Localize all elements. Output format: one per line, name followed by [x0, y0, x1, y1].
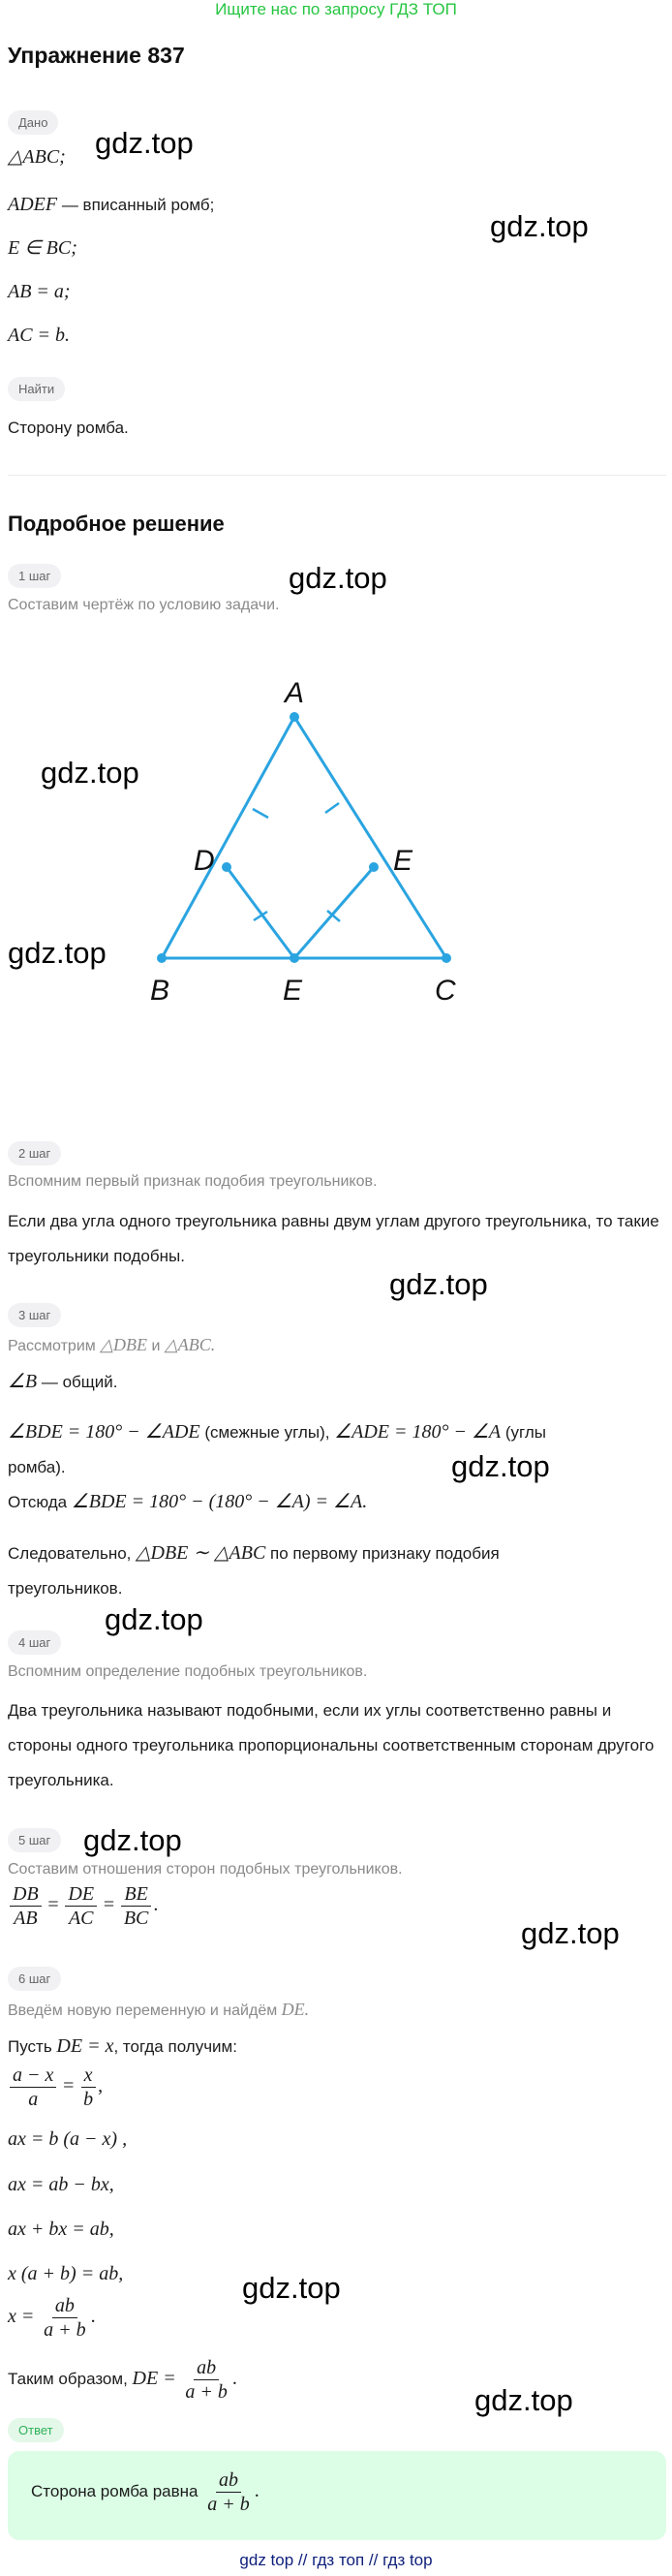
step6-line-1: Пусть DE = x, тогда получим: [8, 2035, 237, 2057]
point-d [222, 862, 231, 872]
watermark-10: gdz.top [521, 1916, 620, 1950]
step6-eq-5: x (a + b) = ab, [8, 2263, 124, 2284]
step1-tag: 1 шаг [8, 564, 61, 588]
label-e-bottom: E [283, 975, 303, 1007]
divider [8, 475, 666, 476]
step6-tag: 6 шаг [8, 1967, 61, 1991]
step3-line-2: ∠BDE = 180° − ∠ADE (смежные углы), ∠ADE = 180° − ∠A (углы ромба). [8, 1421, 546, 1476]
watermark-12: gdz.top [474, 2383, 573, 2417]
watermark-3: gdz.top [289, 561, 387, 595]
label-e-top: E [393, 845, 413, 877]
step5-tag: 5 шаг [8, 1828, 61, 1852]
point-e-bottom [290, 953, 299, 963]
given-line-2: ADEF — вписанный ромб; [8, 194, 215, 215]
step3-line-4: Следовательно, △DBE ∼ △ABC по первому признаку подобия треугольников. [8, 1542, 500, 1598]
given-tag: Дано [8, 110, 58, 135]
diagram-lines [162, 717, 446, 958]
fraction-be-bc: $\frac{BE}{BC}$ [121, 1882, 152, 1930]
find-text: Сторону ромба. [8, 419, 129, 437]
label-c: C [435, 975, 456, 1007]
side-ac [294, 717, 446, 958]
step1-text: Составим чертёж по условию задачи. [8, 597, 280, 613]
watermark-2: gdz.top [490, 209, 589, 243]
step3-line-3: Отсюда ∠BDE = 180° − (180° − ∠A) = ∠A. [8, 1491, 368, 1512]
fraction-ab-over-a-plus-b: $\frac{ab}{a + b}$ [44, 2295, 86, 2341]
tick-ad [253, 809, 268, 818]
watermark-4: gdz.top [41, 756, 139, 790]
label-d: D [194, 845, 215, 877]
segment-de [227, 867, 294, 958]
segment-ee [294, 867, 374, 958]
watermark-6: gdz.top [389, 1267, 488, 1301]
step3-line-1: ∠B — общий. [8, 1371, 118, 1392]
step4-muted: Вспомним определение подобных треугольников. [8, 1663, 368, 1680]
step3-tag: 3 шаг [8, 1303, 61, 1327]
step6-eq-4: ax + bx = ab, [8, 2219, 114, 2240]
watermark-5: gdz.top [8, 936, 107, 970]
given-line-4: AB = a; [8, 281, 71, 302]
step6-result: Таким образом, DE = $\frac{ab}{a + b}$ . [8, 2357, 237, 2403]
given-line-3: E ∈ BC; [8, 237, 77, 259]
diagram-points [157, 712, 451, 963]
step5-proportion: $\frac{DB}{AB}$ = $\frac{DE}{AC}$ = $\frac{BE}{BC}$ . [8, 1882, 666, 1930]
watermark-11: gdz.top [242, 2271, 341, 2305]
step4-text: Два треугольника называют подобными, если их углы соответственно равны и стороны одного треугольника пропорциональны соответственным сторонам другого треугольника. [8, 1701, 655, 1789]
label-a: A [285, 677, 305, 709]
exercise-title: Упражнение 837 [8, 43, 185, 68]
fraction-x-over-b: $\frac{x}{b}$ [80, 2064, 96, 2111]
point-c [442, 953, 451, 963]
fraction-answer: $\frac{ab}{a + b}$ [207, 2469, 250, 2515]
watermark-9: gdz.top [83, 1823, 182, 1857]
watermark-7: gdz.top [451, 1449, 550, 1483]
point-a [290, 712, 299, 722]
step3-muted: Рассмотрим △DBE и △ABC. [8, 1335, 216, 1354]
fraction-de-ac: $\frac{DE}{AC}$ [65, 1882, 97, 1930]
find-tag: Найти [8, 377, 65, 401]
step2-text: Если два угла одного треугольника равны двум углам другого треугольника, то такие треугольники подобны. [8, 1212, 659, 1265]
footer-links[interactable]: gdz top // гдз топ // гдз top [239, 2551, 433, 2569]
tick-marks [253, 803, 340, 921]
tick-ae [325, 803, 339, 813]
solution-title: Подробное решение [8, 512, 225, 536]
step6-eq-3: ax = ab − bx, [8, 2174, 114, 2195]
step6-eq-2: ax = b (a − x) , [8, 2128, 128, 2150]
watermark-1: gdz.top [95, 126, 194, 160]
step2-tag: 2 шаг [8, 1141, 61, 1165]
label-b: B [150, 975, 170, 1007]
point-e-top [369, 862, 379, 872]
fraction-a-minus-x-over-a: $\frac{a - x}{a}$ [10, 2064, 56, 2111]
answer-text: Сторона ромба равна $\frac{ab}{a + b}$ . [31, 2469, 260, 2515]
fraction-db-ab: $\frac{DB}{AB}$ [10, 1882, 42, 1930]
step4-tag: 4 шаг [8, 1630, 61, 1655]
answer-tag: Ответ [8, 2418, 64, 2442]
step6-muted: Введём новую переменную и найдём DE. [8, 2000, 310, 2019]
step6-eq-1: $\frac{a - x}{a}$ = $\frac{x}{b}$ , [8, 2064, 666, 2111]
step2-muted: Вспомним первый признак подобия треугольников. [8, 1173, 378, 1190]
fraction-result: $\frac{ab}{a + b}$ [185, 2357, 228, 2403]
step6-eq-6: x = $\frac{ab}{a + b}$ . [8, 2295, 96, 2341]
point-b [157, 953, 167, 963]
given-line-1: △ABC; [8, 146, 66, 168]
side-ab [162, 717, 294, 958]
watermark-8: gdz.top [105, 1602, 203, 1636]
step5-muted: Составим отношения сторон подобных треугольников. [8, 1861, 403, 1878]
top-banner[interactable]: Ищите нас по запросу ГДЗ ТОП [215, 0, 457, 18]
given-line-5: AC = b. [8, 325, 71, 346]
